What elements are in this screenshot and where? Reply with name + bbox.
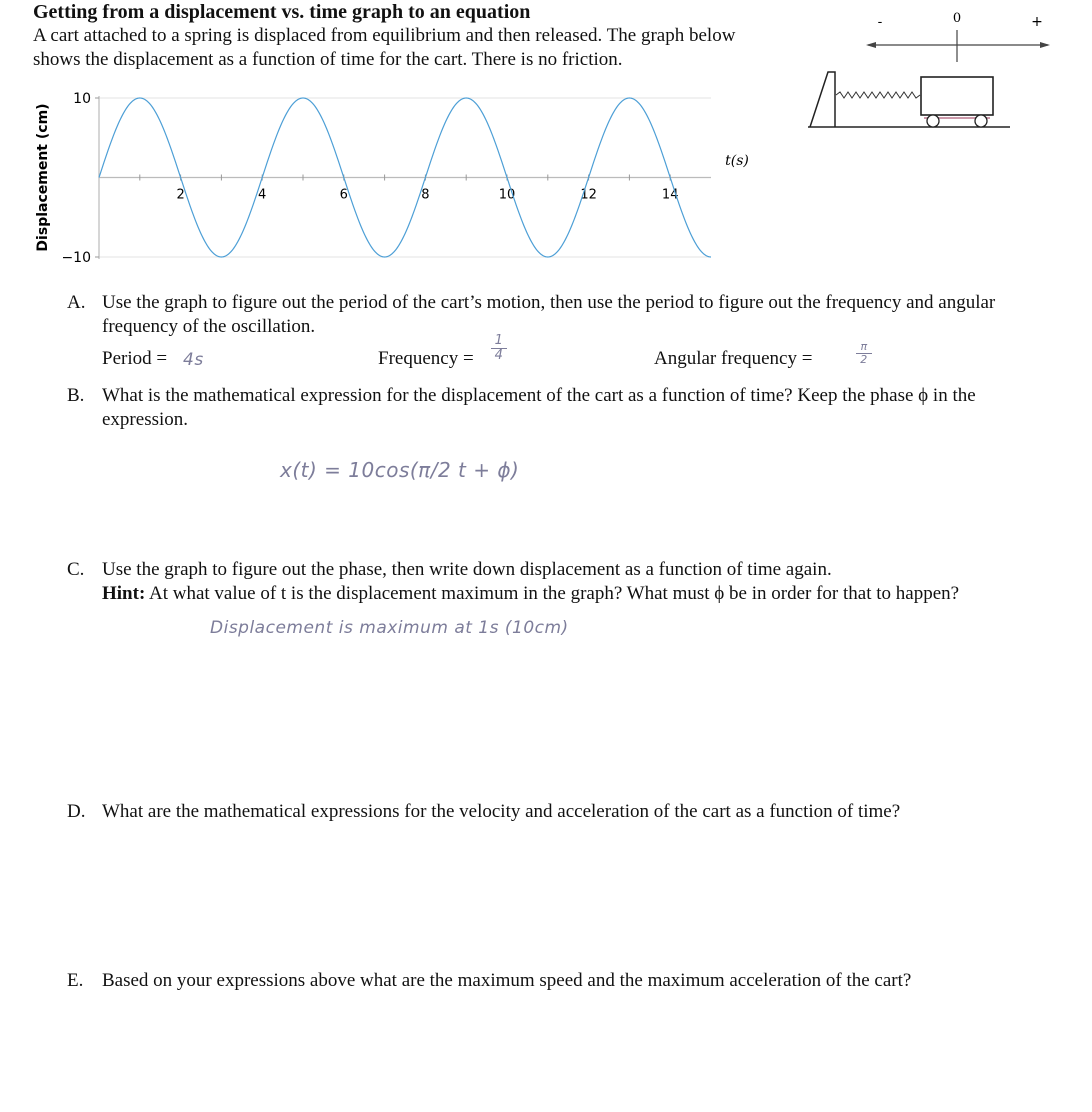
- question-a: [67, 291, 1057, 341]
- period-answer: 4s: [183, 350, 204, 370]
- angular-frequency-answer: [856, 341, 872, 366]
- axis-right-arrow: [1040, 42, 1050, 48]
- cart-spring-diagram: [800, 0, 1092, 140]
- x-tick-label: 14: [661, 187, 679, 203]
- cart-body: [921, 77, 993, 115]
- x-tick-label: 8: [421, 187, 430, 203]
- question-b-answer: x(t) = 10cos(π/2 t + ϕ): [280, 458, 520, 482]
- question-d-text: What are the mathematical expressions for the velocity and acceleration of the cart as a function of time?: [102, 801, 901, 822]
- question-e: [67, 969, 1057, 997]
- frequency-denominator: 4: [491, 348, 507, 363]
- axis-left-arrow: [866, 42, 876, 48]
- angular-frequency-label: Angular frequency =: [654, 348, 813, 369]
- question-a-label: A.: [67, 292, 86, 313]
- question-b-label: B.: [67, 385, 85, 406]
- frequency-answer: [491, 334, 507, 363]
- question-b: [67, 384, 1057, 434]
- worksheet-title: Getting from a displacement vs. time graph to an equation: [33, 1, 531, 23]
- axis-plus-label: +: [1031, 14, 1043, 30]
- question-a-text: Use the graph to figure out the period of the cart’s motion, then use the period to figure out the frequency and angular frequency of the oscillation.: [102, 292, 996, 337]
- hint-text: At what value of t is the displacement maximum in the graph? What must ϕ be in order for that to happen?: [148, 583, 960, 604]
- y-axis-title: Displacement (cm): [35, 103, 51, 252]
- displacement-graph: [0, 80, 760, 270]
- angular-numerator: π: [860, 340, 868, 353]
- x-axis-title: t(s): [725, 153, 749, 169]
- question-c-answer: Displacement is maximum at 1s (10cm): [210, 618, 569, 638]
- x-tick-label: 12: [580, 187, 597, 203]
- question-c-text: Use the graph to figure out the phase, then write down displacement as a function of time again.: [102, 559, 832, 580]
- axis-zero-label: 0: [952, 11, 962, 26]
- period-label: Period =: [102, 348, 168, 369]
- frequency-numerator: 1: [494, 333, 504, 348]
- wall: [810, 72, 835, 127]
- cart-wheel-left: [927, 115, 939, 127]
- spring: [836, 92, 920, 98]
- y-tick-label-neg10: −10: [61, 250, 91, 266]
- y-tick-label-10: 10: [73, 91, 91, 107]
- question-c-label: C.: [67, 559, 85, 580]
- x-tick-label: 4: [258, 187, 267, 203]
- angular-denominator: 2: [856, 353, 872, 366]
- question-b-text: What is the mathematical expression for the displacement of the cart as a function of time? Keep the phase ϕ in the expression.: [102, 385, 976, 430]
- x-tick-label: 10: [498, 187, 516, 203]
- x-tick-label: 2: [176, 187, 185, 203]
- intro-paragraph: A cart attached to a spring is displaced from equilibrium and then released. The graph below shows the displacement as a function of time for the cart. There is no friction.: [33, 25, 736, 70]
- hint-label: Hint:: [102, 583, 146, 604]
- x-tick-label: 6: [339, 187, 348, 203]
- question-e-text: Based on your expressions above what are the maximum speed and the maximum acceleration of the cart?: [102, 970, 912, 991]
- axis-minus-label: -: [877, 15, 883, 30]
- question-d: [67, 800, 1057, 828]
- frequency-label: Frequency =: [378, 348, 474, 369]
- cart-wheel-right: [975, 115, 987, 127]
- question-e-label: E.: [67, 970, 84, 991]
- question-d-label: D.: [67, 801, 86, 822]
